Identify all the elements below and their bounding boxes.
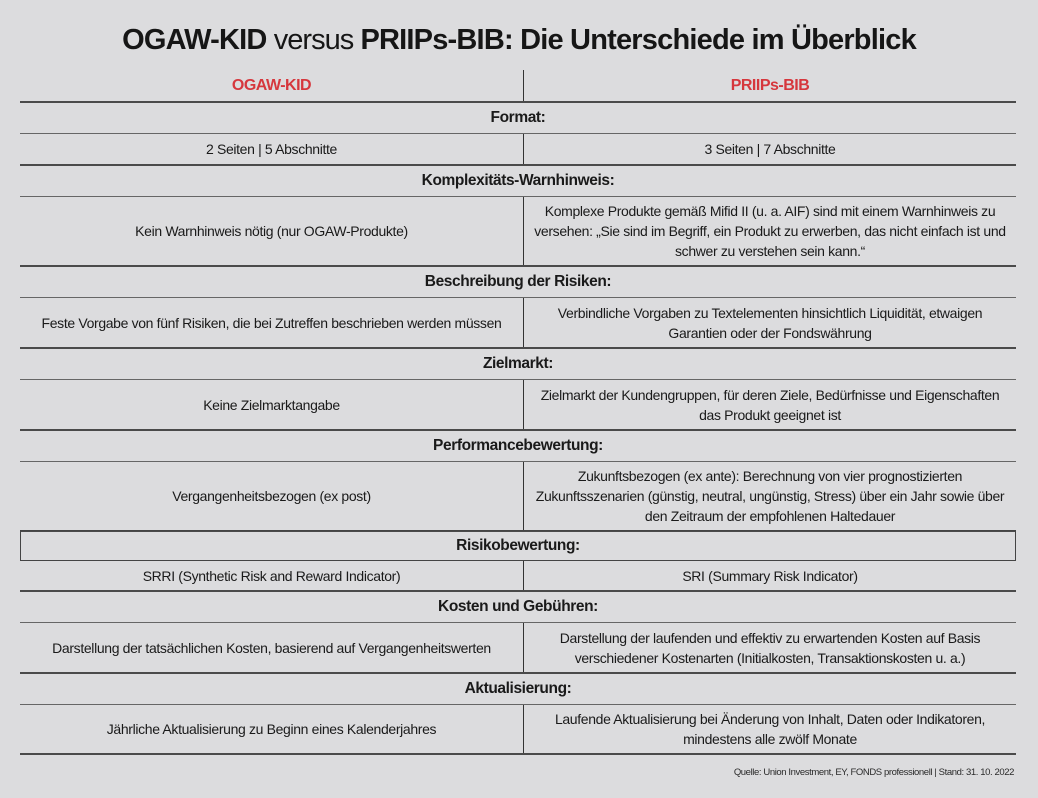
- section-heading: Format:: [20, 103, 1016, 134]
- table-row: [20, 380, 1016, 431]
- table-row: [20, 462, 1016, 532]
- cell-right: Laufende Aktualisierung bei Änderung von Inhalt, Daten oder Indikatoren, mindestens alle zwölf Monate: [523, 705, 1016, 753]
- cell-left: Darstellung der tatsächlichen Kosten, basierend auf Vergangenheitswerten: [52, 639, 491, 656]
- title-ogaw: OGAW-KID: [122, 24, 267, 56]
- section-heading: Risikobewertung:: [20, 530, 1016, 561]
- page-title: [0, 24, 1038, 57]
- cell-left: SRRI (Synthetic Risk and Reward Indicator): [142, 567, 401, 584]
- section-heading: Performancebewertung:: [20, 431, 1016, 462]
- table-row: [20, 298, 1016, 349]
- cell-left: Jährliche Aktualisierung zu Beginn eines Kalenderjahres: [106, 721, 437, 737]
- cell-right: Zukunftsbezogen (ex ante): Berechnung von vier prognostizierten Zukunftsszenarien (günstig, neutral, ungünstig, Stress) über ein Jahr sowie über den Zeitraum der empfohlenen Haltedauer: [523, 462, 1016, 530]
- cell-right: Komplexe Produkte gemäß Mifid II (u. a. AIF) sind mit einem Warnhinweis zu versehen: „Sie sind im Begriff, ein Produkt zu erwerben, das nicht einfach ist und schwer zu verstehen sein kann.“: [523, 197, 1016, 265]
- cell-left: 2 Seiten | 5 Abschnitte: [205, 141, 337, 157]
- section-heading: Aktualisierung:: [20, 674, 1016, 705]
- cell-right: SRI (Summary Risk Indicator): [523, 561, 1016, 590]
- column-header-left: OGAW-KID: [231, 76, 312, 94]
- cell-left: Kein Warnhinweis nötig (nur OGAW-Produkte): [135, 223, 408, 239]
- comparison-table: [20, 70, 1016, 755]
- table-row: [20, 561, 1016, 592]
- cell-right: Verbindliche Vorgaben zu Textelementen hinsichtlich Liquidität, etwaigen Garantien oder der Fondswährung: [523, 298, 1016, 347]
- section-heading: Beschreibung der Risiken:: [20, 267, 1016, 298]
- table-row: [20, 134, 1016, 166]
- table-row: [20, 197, 1016, 267]
- cell-right: Zielmarkt der Kundengruppen, für deren Ziele, Bedürfnisse und Eigenschaften das Produkt geeignet ist: [523, 380, 1016, 429]
- cell-right: Darstellung der laufenden und effektiv zu erwartenden Kosten auf Basis verschiedener Kostenarten (Initialkosten, Transaktionskosten u. a.): [523, 623, 1016, 672]
- table-row: [20, 623, 1016, 674]
- title-rest: PRIIPs-BIB: Die Unterschiede im Überblick: [360, 24, 916, 56]
- section-heading: Komplexitäts-Warnhinweis:: [20, 166, 1016, 197]
- source-note: Quelle: Union Investment, EY, FONDS professionell | Stand: 31. 10. 2022: [733, 767, 1014, 778]
- cell-left: Vergangenheitsbezogen (ex post): [172, 488, 371, 504]
- cell-right: 3 Seiten | 7 Abschnitte: [523, 134, 1016, 164]
- section-heading: Kosten und Gebühren:: [20, 592, 1016, 623]
- table-row: [20, 705, 1016, 755]
- section-heading: Zielmarkt:: [20, 349, 1016, 380]
- column-header-row: [20, 70, 1016, 103]
- cell-left: Keine Zielmarktangabe: [203, 396, 340, 413]
- cell-left: Feste Vorgabe von fünf Risiken, die bei Zutreffen beschrieben werden müssen: [41, 314, 502, 331]
- column-header-right: PRIIPs-BIB: [523, 70, 1016, 101]
- title-versus: versus: [273, 24, 354, 56]
